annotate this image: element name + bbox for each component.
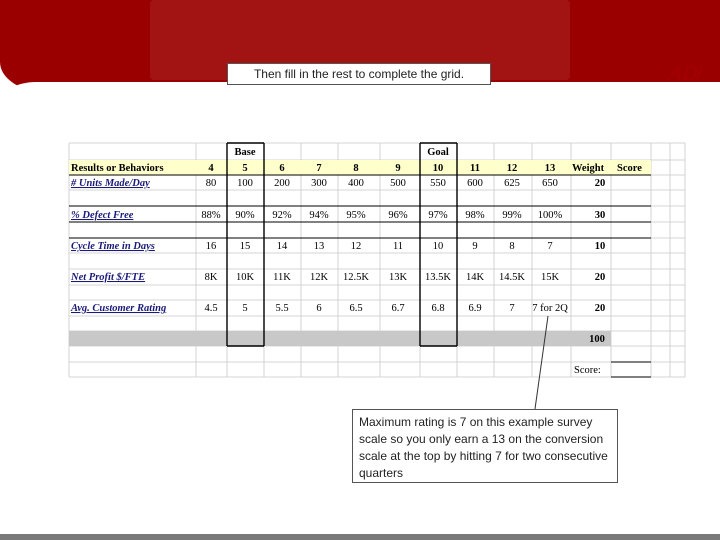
cell-value: 650 [542,178,558,189]
cell-value: 100 [237,178,253,189]
cell-value: 8 [509,241,515,252]
cell-value: 88% [201,210,221,221]
cell-value: 200 [274,178,290,189]
cell-value: 4.5 [204,303,218,314]
row-weight: 20 [594,303,606,314]
scale-value: 7 [316,163,322,174]
cell-value: 6.8 [431,303,445,314]
scale-value: 10 [432,163,444,174]
scale-value: 9 [395,163,401,174]
cell-value: 10K [235,272,255,283]
cell-value: 11 [392,241,404,252]
cell-value: 500 [390,178,406,189]
cell-value: 7 [547,241,553,252]
cell-value: 14 [276,241,288,252]
cell-value: 97% [428,210,448,221]
row-label: % Defect Free [71,210,134,221]
instruction-callout: Then fill in the rest to complete the grid. [227,63,491,85]
cell-value: 8K [204,272,218,283]
cell-value: 12K [309,272,329,283]
row-weight: 10 [594,241,606,252]
cell-value: 13 [313,241,325,252]
base-label: Base [234,147,256,158]
scale-value: 13 [544,163,556,174]
row-weight: 20 [594,178,606,189]
goal-label: Goal [427,147,449,158]
scale-value: 4 [208,163,214,174]
row-label: Avg. Customer Rating [71,303,167,314]
cell-value: 6.9 [468,303,482,314]
cell-value: 12.5K [343,272,369,283]
score-header: Score [617,163,642,174]
row-weight: 30 [594,210,606,221]
note-callout: Maximum rating is 7 on this example survey scale so you only earn a 13 on the conversion scale at the top by hitting 7 for two consecutive quarters [352,409,618,483]
cell-value: 98% [465,210,485,221]
cell-value: 6.5 [349,303,363,314]
cell-value: 5 [242,303,248,314]
cell-value: 13.5K [425,272,451,283]
scale-value: 11 [470,163,480,174]
cell-value: 95% [346,210,366,221]
cell-value: 7 for 2Q [532,303,568,314]
row-label: Cycle Time in Days [71,241,155,252]
weight-total-row-fill [69,331,611,346]
cell-value: 10 [432,241,444,252]
cell-value: 80 [205,178,217,189]
scale-value: 8 [353,163,359,174]
cell-value: 6 [316,303,322,314]
cell-value: 14.5K [499,272,525,283]
cell-value: 99% [502,210,522,221]
note-connector [535,316,548,409]
cell-value: 15 [239,241,251,252]
cell-value: 12 [350,241,362,252]
cell-value: 100% [537,210,563,221]
adi-logo: ADI [666,62,703,85]
cell-value: 5.5 [275,303,289,314]
cell-value: 400 [348,178,364,189]
row-weight: 20 [594,272,606,283]
cell-value: 625 [504,178,520,189]
weight-total: 100 [589,334,605,345]
cell-value: 6.7 [391,303,405,314]
cell-value: 15K [540,272,560,283]
cell-value: 92% [272,210,292,221]
weight-header: Weight [572,163,605,174]
scale-value: 5 [242,163,248,174]
cell-value: 9 [472,241,478,252]
cell-value: 94% [309,210,329,221]
cell-value: 16 [205,241,217,252]
cell-value: 550 [430,178,446,189]
scale-value: 6 [279,163,285,174]
row-label: # Units Made/Day [71,178,150,189]
cell-value: 7 [509,303,515,314]
cell-value: 14K [465,272,485,283]
cell-value: 90% [235,210,255,221]
scale-value: 12 [506,163,518,174]
cell-value: 600 [467,178,483,189]
row-label: Net Profit $/FTE [71,272,146,283]
cell-value: 11K [273,272,291,283]
cell-value: 13K [388,272,408,283]
cell-value: 300 [311,178,327,189]
score-label: Score: [574,365,601,376]
cell-value: 96% [388,210,408,221]
header-row-label: Results or Behaviors [71,163,164,174]
